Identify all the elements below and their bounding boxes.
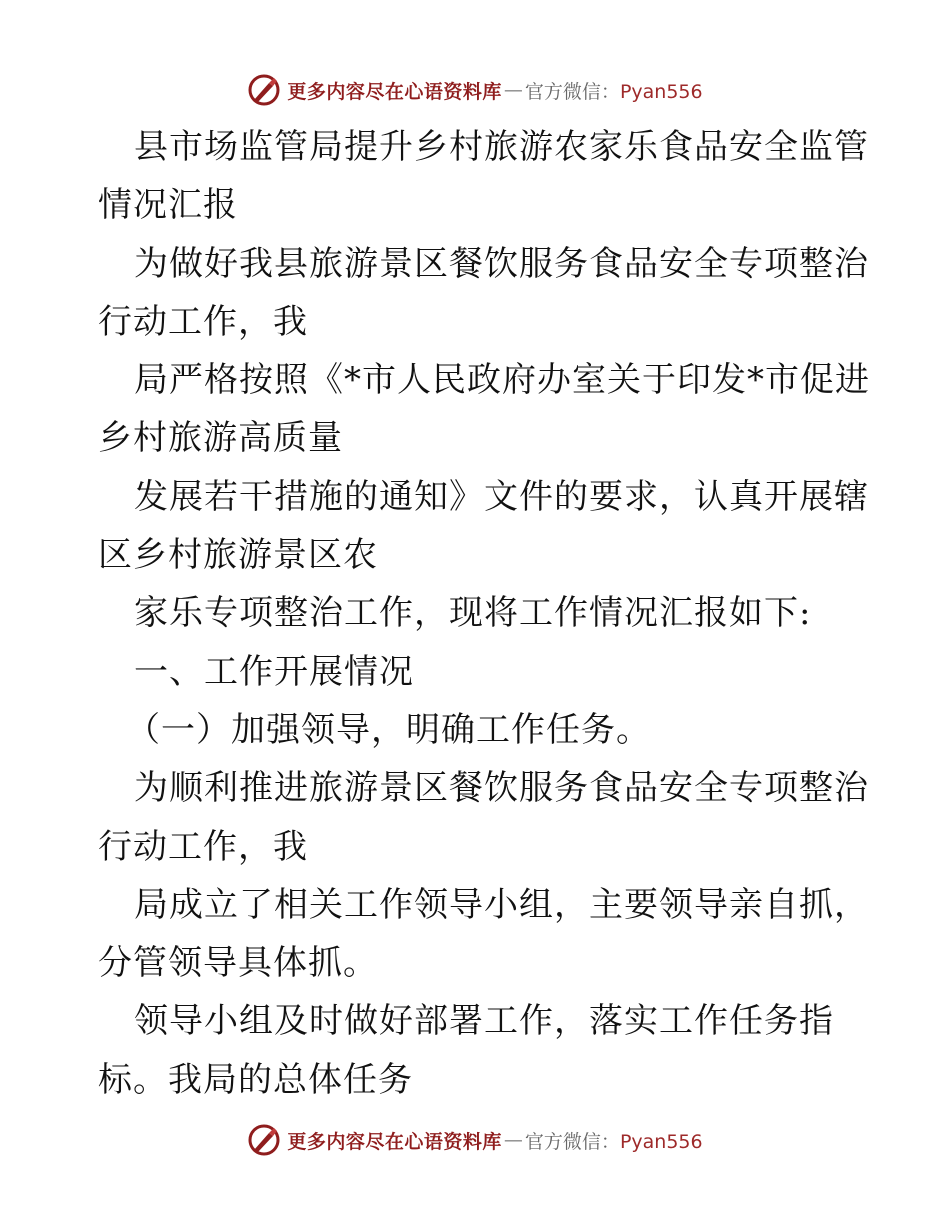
paragraph-line: 区乡村旅游景区农 <box>98 535 378 576</box>
watermark-contact-account: Pyan556 <box>619 1130 703 1153</box>
document-title-line-1: 县市场监管局提升乡村旅游农家乐食品安全监管 <box>134 127 869 167</box>
watermark-contact <box>525 1127 703 1154</box>
paragraph-line: 标。我局的总体任务 <box>98 1059 413 1100</box>
paragraph-line: 分管领导具体抓。 <box>98 943 378 984</box>
paragraph-line: 为顺利推进旅游景区餐饮服务食品安全专项整治 <box>134 768 869 809</box>
document-body <box>98 118 870 1109</box>
paragraph-line: 发展若干措施的通知》文件的要求，认真开展辖 <box>134 476 869 517</box>
watermark-site-text: 更多内容尽在心语资料库 <box>287 80 502 103</box>
watermark-banner-bottom <box>0 1120 950 1160</box>
section-heading: 一、工作开展情况 <box>134 651 414 692</box>
paragraph-line: 领导小组及时做好部署工作，落实工作任务指 <box>134 1001 834 1042</box>
pen-circle-logo-icon <box>247 73 281 107</box>
paragraph-line: 局严格按照《*市人民政府办室关于印发*市促进 <box>134 360 870 401</box>
subsection-heading: （一）加强领导，明确工作任务。 <box>126 709 651 750</box>
document-title-line-2: 情况汇报 <box>98 185 238 226</box>
watermark-separator: — <box>503 1129 523 1151</box>
paragraph-line: 行动工作，我 <box>98 301 308 342</box>
watermark-contact <box>525 77 703 104</box>
paragraph-line: 局成立了相关工作领导小组，主要领导亲自抓， <box>134 884 869 925</box>
paragraph-line: 家乐专项整治工作，现将工作情况汇报如下: <box>134 593 812 634</box>
watermark-banner-top <box>0 70 950 110</box>
paragraph-line: 行动工作，我 <box>98 826 308 867</box>
watermark-contact-label: 官方微信： <box>524 80 620 103</box>
paragraph-line: 为做好我县旅游景区餐饮服务食品安全专项整治 <box>134 243 869 284</box>
pen-circle-logo-icon <box>247 1123 281 1157</box>
paragraph-line: 乡村旅游高质量 <box>98 418 343 459</box>
watermark-contact-account: Pyan556 <box>619 80 703 103</box>
watermark-contact-label: 官方微信： <box>524 1130 620 1153</box>
watermark-separator: — <box>503 79 523 101</box>
watermark-site-text: 更多内容尽在心语资料库 <box>287 1130 502 1153</box>
